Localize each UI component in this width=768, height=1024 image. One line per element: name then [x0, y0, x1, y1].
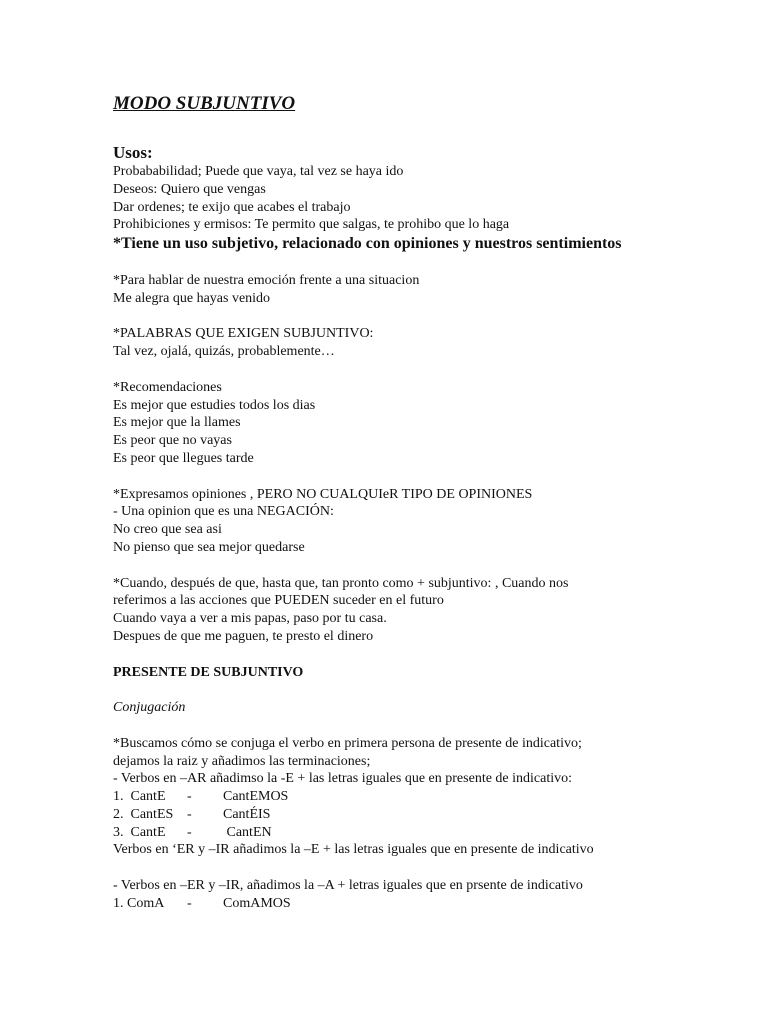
er-ir-line: - Verbos en –ER y –IR, añadimos la –A + letras iguales que en prsente de indicativo [113, 878, 583, 894]
spacer [113, 361, 728, 379]
cuando-line: referimos a las acciones que PUEDEN suceder en el futuro [113, 593, 444, 609]
presente-heading: PRESENTE DE SUBJUNTIVO [113, 664, 304, 680]
spacer [113, 468, 728, 486]
presente-intro-line: - Verbos en –AR añadimso la -E + las letras iguales que en presente de indicativo: [113, 771, 573, 787]
conjugation-plural: CantEN [223, 824, 272, 840]
conjugation-row [113, 806, 728, 824]
conjugation-dash: - [187, 806, 192, 822]
spacer [113, 681, 728, 699]
spacer [113, 254, 728, 272]
palabras-line: *PALABRAS QUE EXIGEN SUBJUNTIVO: [113, 326, 374, 342]
usos-line: Deseos: Quiero que vengas [113, 181, 266, 197]
opiniones-line: - Una opinion que es una NEGACIÓN: [113, 504, 334, 520]
opiniones-line: No creo que sea asi [113, 522, 222, 538]
conjugation-singular: 2. CantES [113, 806, 174, 822]
usos-heading: Usos: [113, 143, 153, 162]
recomendaciones-line: Es mejor que estudies todos los dias [113, 397, 316, 413]
recomendaciones-line: Es peor que llegues tarde [113, 450, 254, 466]
conjugation-row [113, 895, 728, 913]
presente-intro-line: *Buscamos cómo se conjuga el verbo en primera persona de presente de indicativo; [113, 735, 582, 751]
spacer [113, 557, 728, 575]
cuando-line: Despues de que me paguen, te presto el dinero [113, 628, 374, 644]
spacer [113, 859, 728, 877]
palabras-line: Tal vez, ojalá, quizás, probablemente… [113, 344, 335, 360]
conjugation-singular: 1. ComA [113, 895, 165, 911]
emocion-line: Me alegra que hayas venido [113, 290, 271, 306]
opiniones-line: No pienso que sea mejor quedarse [113, 539, 305, 555]
conjugation-dash: - [187, 824, 192, 840]
conjugation-plural: ComAMOS [223, 895, 291, 911]
conjugation-singular: 1. CantE [113, 789, 166, 805]
recomendaciones-line: *Recomendaciones [113, 379, 222, 395]
conjugation-dash: - [187, 895, 192, 911]
usos-line: Dar ordenes; te exijo que acabes el trabajo [113, 199, 351, 215]
usos-line: Prohibiciones y ermisos: Te permito que salgas, te prohibo que lo haga [113, 217, 510, 233]
usos-line: Probababilidad; Puede que vaya, tal vez se haya ido [113, 164, 404, 179]
conjugation-row [113, 788, 728, 806]
spacer [113, 646, 728, 664]
opiniones-line: *Expresamos opiniones , PERO NO CUALQUIeR TIPO DE OPINIONES [113, 486, 533, 502]
conjugation-row [113, 824, 728, 842]
presente-intro-line: dejamos la raiz y añadimos las terminaciones; [113, 753, 371, 769]
er-ir-line: Verbos en ‘ER y –IR añadimos la –E + las letras iguales que en presente de indicativo [113, 842, 594, 858]
cuando-line: Cuando vaya a ver a mis papas, paso por tu casa. [113, 611, 387, 627]
conjugation-singular: 3. CantE [113, 824, 166, 840]
usos-emphasis: *Tiene un uso subjetivo, relacionado con opiniones y nuestros sentimientos [113, 235, 622, 253]
spacer [113, 717, 728, 735]
recomendaciones-line: Es mejor que la llames [113, 415, 241, 431]
spacer [113, 308, 728, 326]
document-title: MODO SUBJUNTIVO [113, 93, 296, 114]
conjugation-dash: - [187, 789, 192, 805]
conjugation-plural: CantÉIS [223, 806, 271, 822]
emocion-line: *Para hablar de nuestra emoción frente a una situacion [113, 272, 420, 288]
conjugacion-subheading: Conjugación [113, 700, 186, 716]
cuando-line: *Cuando, después de que, hasta que, tan pronto como + subjuntivo: , Cuando nos [113, 575, 569, 591]
recomendaciones-line: Es peor que no vayas [113, 433, 232, 449]
conjugation-plural: CantEMOS [223, 789, 289, 805]
